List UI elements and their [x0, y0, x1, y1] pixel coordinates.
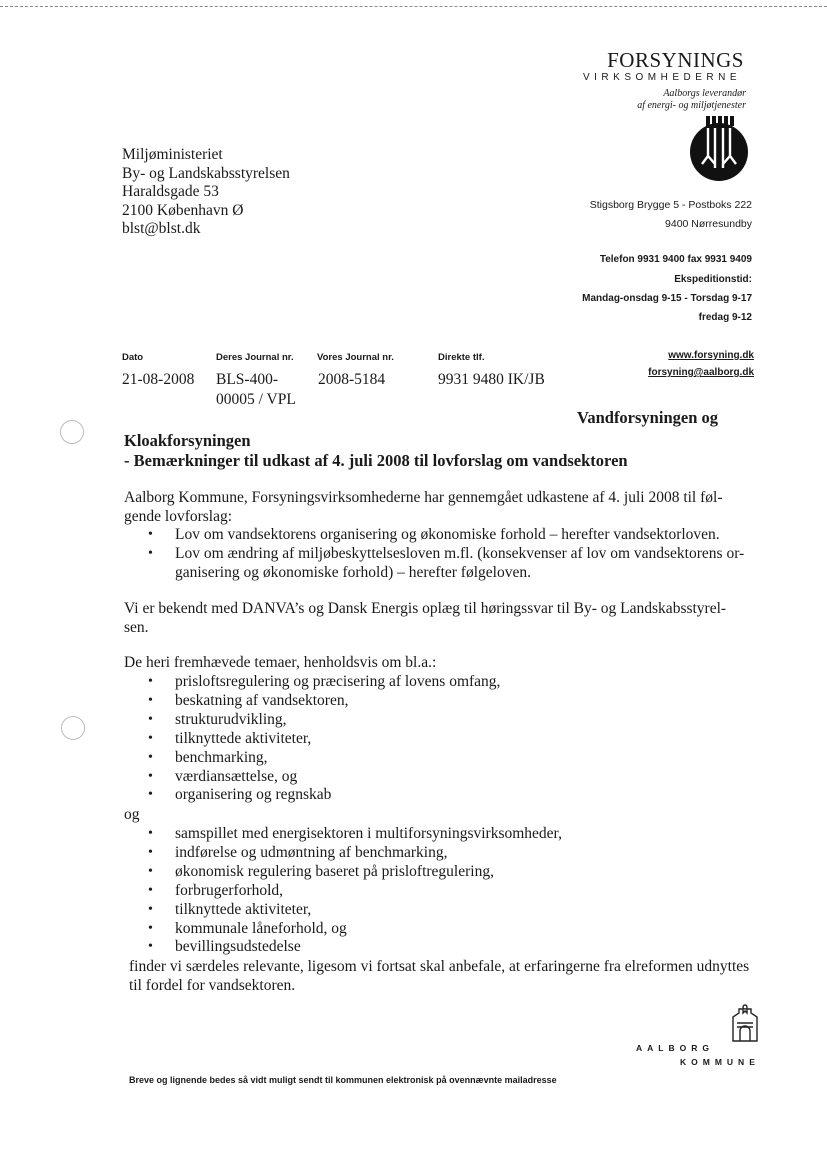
- recipient-email-link[interactable]: blst@blst.dk: [122, 220, 201, 237]
- their-ref-label: Deres Journal nr.: [216, 352, 294, 363]
- list-item: • samspillet med energisektoren i multiforsyningsvirksomheder,: [148, 825, 562, 844]
- recipient-address: [122, 146, 290, 239]
- subject-part-2: Kloakforsyningen: [124, 431, 251, 450]
- sender-hours-1: Mandag-onsdag 9-15 - Torsdag 9-17: [582, 293, 752, 304]
- list-item: • værdiansættelse, og: [148, 768, 500, 787]
- closing-line-1: finder vi særdeles relevante, ligesom vi fortsat skal anbefale, at erfaringerne fra elreformen udnyttes: [129, 958, 750, 975]
- list-item: • tilknyttede aktiviteter,: [148, 730, 500, 749]
- list-item: [148, 564, 768, 583]
- danva-line-1: Vi er bekendt med DANVA’s og Dansk Energis oplæg til høringssvar til By- og Landskabsstyrel-: [124, 600, 727, 617]
- brand-subtitle: VIRKSOMHEDERNE: [582, 72, 741, 83]
- recipient-agency: By- og Landskabsstyrelsen: [122, 164, 290, 182]
- punch-hole: [61, 716, 85, 740]
- intro-line-2: gende lovforslag:: [124, 507, 233, 525]
- recipient-city: 2100 København Ø: [122, 201, 244, 219]
- sender-address-1: Stigsborg Brygge 5 - Postboks 222: [589, 199, 752, 211]
- list-item: • bevillingsudstedelse: [148, 938, 562, 957]
- direct-phone-value: 9931 9480 IK/JB: [438, 371, 545, 388]
- date-value: 21-08-2008: [122, 371, 195, 388]
- themes-list-2: [148, 825, 562, 957]
- forsyning-logo-icon: [689, 116, 749, 182]
- their-ref-value: [216, 370, 296, 410]
- list-item: • organisering og regnskab: [148, 786, 500, 805]
- brand-title: FORSYNINGS: [607, 48, 744, 72]
- list-item: • benchmarking,: [148, 749, 500, 768]
- list-item: • økonomisk regulering baseret på prisloftregulering,: [148, 863, 562, 882]
- our-ref-value: 2008-5184: [318, 371, 386, 388]
- intro-line-1: Aalborg Kommune, Forsyningsvirksomhederne har gennemgået udkastene af 4. juli 2008 til føl-: [124, 489, 723, 506]
- danva-paragraph: [124, 600, 726, 637]
- list-item: • beskatning af vandsektoren,: [148, 692, 500, 711]
- website-link[interactable]: www.forsyning.dk: [668, 350, 754, 361]
- subject-part-1: Vandforsyningen og: [576, 408, 718, 427]
- recipient-street: Haraldsgade 53: [122, 183, 219, 200]
- date-label: Dato: [122, 352, 144, 363]
- our-ref-label: Vores Journal nr.: [317, 352, 394, 363]
- list-item-continuation: ganisering og økonomiske forhold) – herefter følgeloven.: [175, 563, 531, 581]
- their-ref-line-1: BLS-400-: [216, 371, 278, 388]
- sender-hours-2: fredag 9-12: [698, 312, 752, 323]
- closing-line-2: til fordel for vandsektoren.: [129, 976, 296, 994]
- themes-intro: De heri fremhævede temaer, henholdsvis om bl.a.:: [124, 654, 437, 671]
- list-item: • indførelse og udmøntning af benchmarking,: [148, 844, 562, 863]
- list-item: • forbrugerforhold,: [148, 882, 562, 901]
- list-item: • tilknyttede aktiviteter,: [148, 901, 562, 920]
- intro-paragraph: [124, 489, 723, 526]
- tagline-line-2: af energi- og miljøtjenester: [637, 100, 746, 111]
- subject-line-2: - Bemærkninger til udkast af 4. juli 2008 til lovforslag om vandsektoren: [124, 451, 628, 470]
- aalborg-kommune-wordmark: [636, 1041, 760, 1069]
- themes-list-1: [148, 673, 500, 805]
- footer-note: Breve og lignende bedes så vidt muligt sendt til kommunen elektronisk på ovennævnte mailadresse: [129, 1075, 557, 1085]
- tagline-line-1: Aalborgs leverandør: [663, 88, 746, 99]
- recipient-ministry: Miljøministeriet: [122, 146, 223, 163]
- subject-heading: [124, 431, 628, 471]
- their-ref-line-2: 00005 / VPL: [216, 391, 296, 408]
- list-item: • strukturudvikling,: [148, 711, 500, 730]
- aalborg-crest-icon: [725, 1003, 765, 1043]
- list-item: • prisloftsregulering og præcisering af lovens omfang,: [148, 673, 500, 692]
- sender-email-link[interactable]: forsyning@aalborg.dk: [648, 367, 754, 378]
- punch-hole: [60, 420, 84, 444]
- brand-tagline: [637, 88, 746, 112]
- danva-line-2: sen.: [124, 618, 149, 636]
- closing-paragraph: [129, 958, 749, 995]
- law-list: [148, 526, 768, 583]
- list-item: • Lov om ændring af miljøbeskyttelsesloven m.fl. (konsekvenser af lov om vandsektorens or-: [148, 545, 768, 564]
- kommune-line-1: AALBORG: [636, 1043, 714, 1053]
- list-item: • kommunale låneforhold, og: [148, 920, 562, 939]
- direct-phone-label: Direkte tlf.: [438, 352, 485, 363]
- sender-phone: Telefon 9931 9400 fax 9931 9409: [599, 254, 752, 265]
- scan-edge-line: [0, 6, 827, 7]
- sender-hours-label: Ekspeditionstid:: [674, 274, 752, 285]
- sender-address-2: 9400 Nørresundby: [665, 218, 752, 230]
- kommune-line-2: KOMMUNE: [680, 1057, 760, 1067]
- og-connector: og: [124, 806, 140, 823]
- list-item: • Lov om vandsektorens organisering og økonomiske forhold – herefter vandsektorloven.: [148, 526, 768, 545]
